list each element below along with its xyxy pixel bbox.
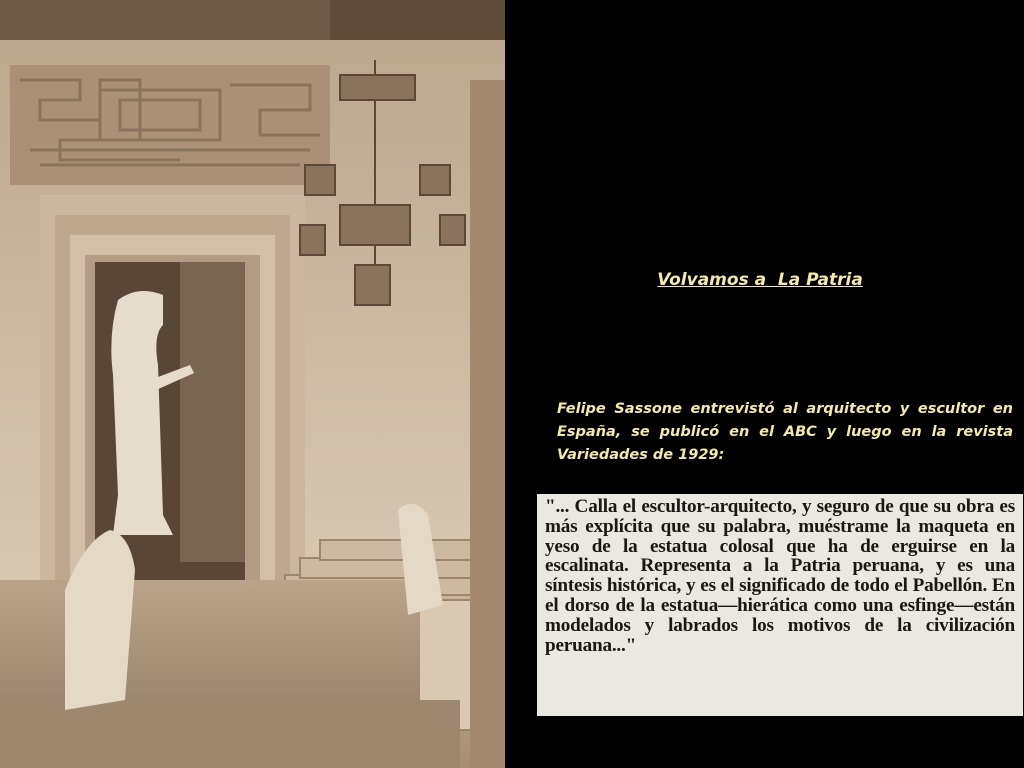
newspaper-clipping xyxy=(537,494,1023,716)
floor-step xyxy=(0,700,460,768)
slide-title: Volvamos a La Patria xyxy=(657,270,863,290)
carved-frieze xyxy=(10,65,330,185)
sepia-photograph-pavilion-interior xyxy=(0,0,505,768)
pillar xyxy=(470,80,505,768)
photo-illustration xyxy=(0,0,505,768)
intro-paragraph: Felipe Sassone entrevistó al arquitecto y escultor en España, se publicó en el ABC y luego en la revista Variedades de 1929: xyxy=(557,401,1013,463)
clipping-quote-text: "... Calla el escultor-arquitecto, y seguro de que su obra es más explícita que su palabra, muéstrame la maqueta en yeso de la estatua colosal que ha de erguirse en la escalinata. Representa a la Patria peruana, y es una síntesis histórica, y es el significado de todo el Pabellón. En el dorso de la estatua—hierática como una esfinge—están modelados y labrados los motivos de la civilización peruana..." xyxy=(545,496,1015,656)
